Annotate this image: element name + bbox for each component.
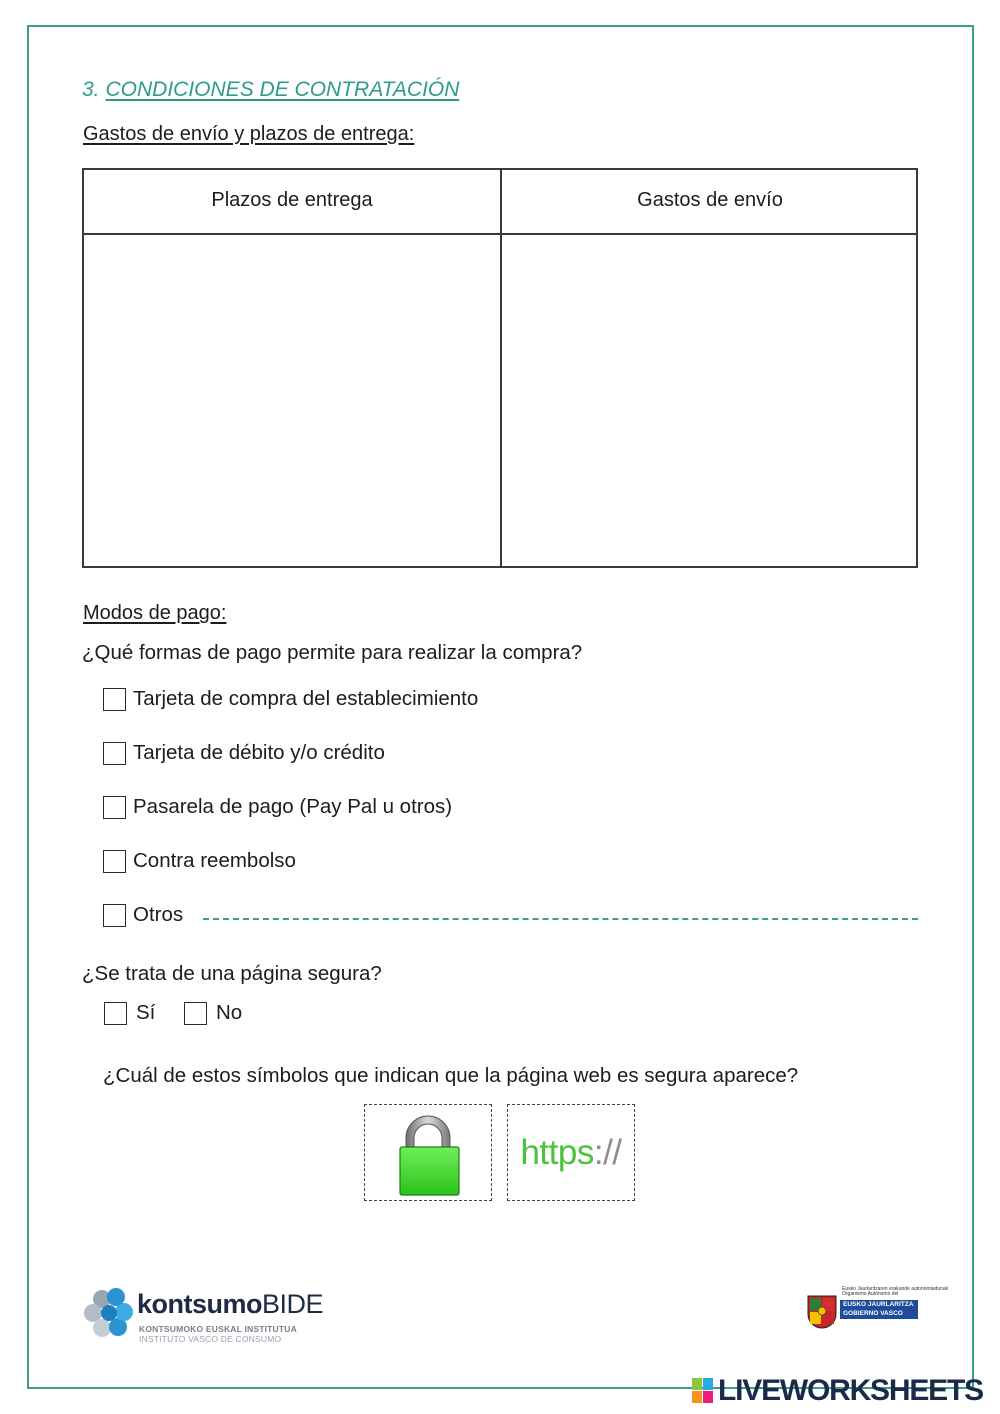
option-label: Otros: [133, 903, 184, 926]
option-label: Tarjeta de débito y/o crédito: [133, 741, 385, 764]
kontsumobide-name: [137, 1289, 323, 1320]
padlock-symbol-box[interactable]: [364, 1104, 492, 1201]
payment-option-store-card[interactable]: [103, 686, 478, 712]
payment-option-cash-on-delivery[interactable]: [103, 848, 296, 874]
padlock-icon: [365, 1105, 493, 1202]
payment-option-payment-gateway[interactable]: [103, 794, 452, 820]
kontsumo-word: kontsumo: [137, 1289, 263, 1319]
checkbox-icon[interactable]: [103, 796, 126, 819]
gov-name-es: GOBIERNO VASCO: [843, 1310, 903, 1317]
section-title: [82, 78, 459, 102]
kontsumobide-subtitle-eu: KONTSUMOKO EUSKAL INSTITUTUA: [139, 1324, 297, 1334]
section-number: 3.: [82, 78, 100, 101]
https-symbol-box[interactable]: [507, 1104, 635, 1201]
https-slashes: ://: [593, 1132, 622, 1172]
gov-small-text-1: Eusko Jaurlaritzaren erakunde autonomiadunak: [842, 1286, 949, 1292]
section-title-text: CONDICIONES DE CONTRATACIÓN: [105, 78, 460, 101]
gov-name-bar: [840, 1300, 918, 1319]
payment-question: ¿Qué formas de pago permite para realizar la compra?: [82, 641, 583, 664]
table-header-divider: [84, 233, 916, 235]
yes-label: Sí: [136, 1001, 156, 1024]
no-label: No: [216, 1001, 243, 1024]
secure-yes-option[interactable]: [104, 1000, 155, 1026]
kontsumobide-subtitle-es: INSTITUTO VASCO DE CONSUMO: [139, 1334, 282, 1344]
table-column-divider: [500, 170, 502, 566]
kontsumobide-flower-icon: [82, 1283, 136, 1345]
liveworksheets-wordmark: LIVEWORKSHEETS: [718, 1374, 983, 1407]
bide-word: BIDE: [262, 1289, 324, 1319]
table-header-delivery-times: Plazos de entrega: [211, 189, 373, 211]
https-text: https: [520, 1132, 594, 1172]
checkbox-icon[interactable]: [103, 742, 126, 765]
payment-option-others[interactable]: [103, 902, 183, 928]
gov-name-eu: EUSKO JAURLARITZA: [843, 1301, 914, 1308]
option-label: Contra reembolso: [133, 849, 296, 872]
gobierno-vasco-logo: [806, 1286, 949, 1330]
checkbox-icon[interactable]: [184, 1002, 207, 1025]
kontsumobide-logo: [82, 1283, 352, 1345]
shipping-table: [82, 168, 918, 568]
gov-small-text-2: Organismo Autónomo del: [842, 1291, 899, 1297]
secure-no-option[interactable]: [184, 1000, 242, 1026]
liveworksheets-logo: [692, 1374, 983, 1408]
checkbox-icon[interactable]: [103, 904, 126, 927]
others-fill-line[interactable]: [203, 918, 918, 920]
payment-heading: Modos de pago:: [83, 602, 227, 624]
option-label: Tarjeta de compra del establecimiento: [133, 687, 479, 710]
table-header-shipping-costs: Gastos de envío: [637, 189, 783, 211]
coat-of-arms-icon: [806, 1294, 838, 1330]
shipping-heading: Gastos de envío y plazos de entrega:: [83, 123, 415, 145]
checkbox-icon[interactable]: [103, 688, 126, 711]
checkbox-icon[interactable]: [103, 850, 126, 873]
checkbox-icon[interactable]: [104, 1002, 127, 1025]
secure-question: ¿Se trata de una página segura?: [82, 962, 382, 985]
liveworksheets-blocks-icon: [692, 1378, 714, 1404]
symbols-question: ¿Cuál de estos símbolos que indican que la página web es segura aparece?: [103, 1064, 799, 1087]
option-label: Pasarela de pago (Pay Pal u otros): [133, 795, 453, 818]
payment-option-debit-credit[interactable]: [103, 740, 385, 766]
